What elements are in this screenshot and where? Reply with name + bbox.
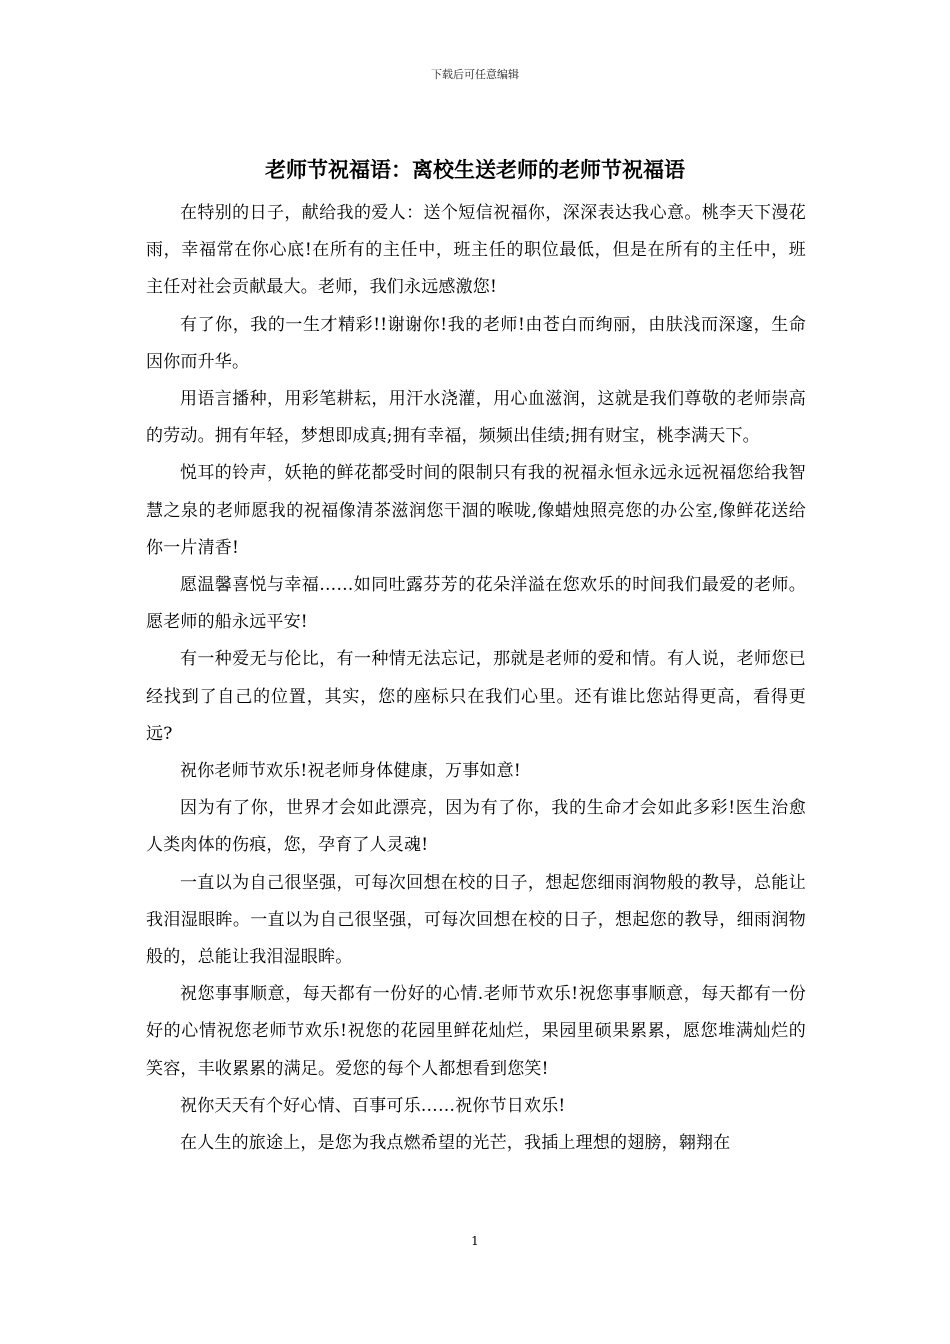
paragraph-6: 有一种爱无与伦比，有一种情无法忘记，那就是老师的爱和情。有人说，老师您已经找到了自己的位置，其实，您的座标只在我们心里。还有谁比您站得更高，看得更远?: [146, 649, 806, 744]
paragraph-1: 在特别的日子，献给我的爱人：送个短信祝福你，深深表达我心意。桃李天下漫花雨，幸福常在你心底!在所有的主任中，班主任的职位最低，但是在所有的主任中，班主任对社会贡献最大。老师，我们永远感激您!: [146, 203, 806, 298]
paragraph-11: 祝你天天有个好心情、百事可乐……祝你节日欢乐!: [180, 1095, 566, 1116]
paragraph-4: 悦耳的铃声，妖艳的鲜花都受时间的限制只有我的祝福永恒永远永远祝福您给我智慧之泉的老师愿我的祝福像清茶滋润您干涸的喉咙,像蜡烛照亮您的办公室,像鲜花送给你一片清香!: [146, 463, 806, 558]
document-title: 老师节祝福语：离校生送老师的老师节祝福语: [265, 158, 685, 182]
document-body: [146, 195, 806, 1162]
paragraph-9: 一直以为自己很坚强，可每次回想在校的日子，想起您细雨润物般的教导，总能让我泪湿眼眸。一直以为自己很坚强，可每次回想在校的日子，想起您的教导，细雨润物般的，总能让我泪湿眼眸。: [146, 872, 806, 968]
page-number: 1: [471, 1234, 479, 1248]
paragraph-5: 愿温馨喜悦与幸福……如同吐露芬芳的花朵洋溢在您欢乐的时间我们最爱的老师。愿老师的船永远平安!: [146, 575, 806, 633]
page-header: 下载后可任意编辑: [431, 68, 519, 81]
paragraph-10: 祝您事事顺意，每天都有一份好的心情.老师节欢乐!祝您事事顺意，每天都有一份好的心情祝您老师节欢乐!祝您的花园里鲜花灿烂，果园里硕果累累，愿您堆满灿烂的笑容，丰收累累的满足。爱您的每个人都想看到您笑!: [146, 984, 806, 1079]
paragraph-2: 有了你，我的一生才精彩!!谢谢你!我的老师!由苍白而绚丽，由肤浅而深邃，生命因你而升华。: [146, 314, 806, 372]
paragraph-3: 用语言播种，用彩笔耕耘，用汗水浇灌，用心血滋润，这就是我们尊敬的老师崇高的劳动。拥有年轻，梦想即成真;拥有幸福，频频出佳绩;拥有财宝，桃李满天下。: [146, 389, 806, 447]
paragraph-7: 祝你老师节欢乐!祝老师身体健康，万事如意!: [180, 761, 521, 782]
paragraph-8: 因为有了你，世界才会如此漂亮，因为有了你，我的生命才会如此多彩!医生治愈人类肉体的伤痕，您，孕育了人灵魂!: [146, 798, 806, 856]
paragraph-12: 在人生的旅途上，是您为我点燃希望的光芒，我插上理想的翅膀，翱翔在: [180, 1133, 731, 1154]
